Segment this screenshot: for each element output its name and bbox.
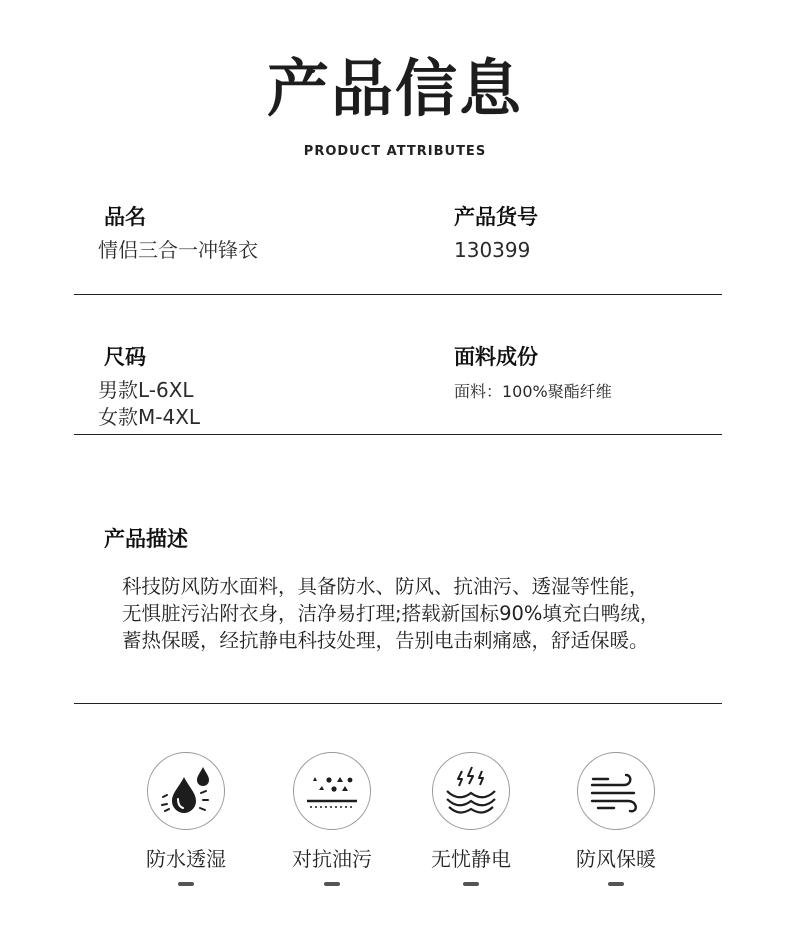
oil-stain-icon [294,753,370,829]
feature-dash [178,882,194,886]
feature-oil-resistant [272,752,392,886]
size-label: 尺码 [104,345,146,369]
feature-dash [324,882,340,886]
feature-label: 防水透湿 [146,847,226,871]
feature-icon-circle [432,752,510,830]
description-line: 蓄热保暖，经抗静电科技处理，告别电击刺痛感，舒适保暖。 [122,629,649,652]
description-label: 产品描述 [104,527,188,551]
description-line: 科技防风防水面料，具备防水、防风、抗油污、透湿等性能， [122,575,649,598]
anti-static-icon [433,753,509,829]
fabric-label: 面料成份 [454,345,538,369]
feature-dash [463,882,479,886]
fabric-value: 面料：100%聚酯纤维 [454,382,612,401]
product-sku-label: 产品货号 [454,205,538,229]
product-name-label: 品名 [104,205,146,229]
feature-waterproof [126,752,246,886]
page-subtitle: PRODUCT ATTRIBUTES [303,144,487,159]
feature-icon-circle [147,752,225,830]
divider-1 [74,294,722,295]
water-drop-icon [148,753,224,829]
page-title: 产品信息 [266,52,523,125]
feature-label: 对抗油污 [292,847,372,871]
description-text [122,573,659,654]
description-line: 无惧脏污沾附衣身，洁净易打理;搭载新国标90%填充白鸭绒， [122,602,660,625]
product-sku-value: 130399 [454,238,531,262]
product-name-value: 情侣三合一冲锋衣 [98,238,258,262]
feature-dash [608,882,624,886]
size-women-value: 女款M-4XL [98,405,201,429]
feature-label: 防风保暖 [576,847,656,871]
divider-2 [74,434,722,435]
feature-anti-static [411,752,531,886]
feature-windproof [556,752,676,886]
feature-icon-circle [577,752,655,830]
divider-3 [74,703,722,704]
wind-icon [578,753,654,829]
size-men-value: 男款L-6XL [98,378,194,402]
feature-label: 无忧静电 [431,847,511,871]
feature-icon-circle [293,752,371,830]
